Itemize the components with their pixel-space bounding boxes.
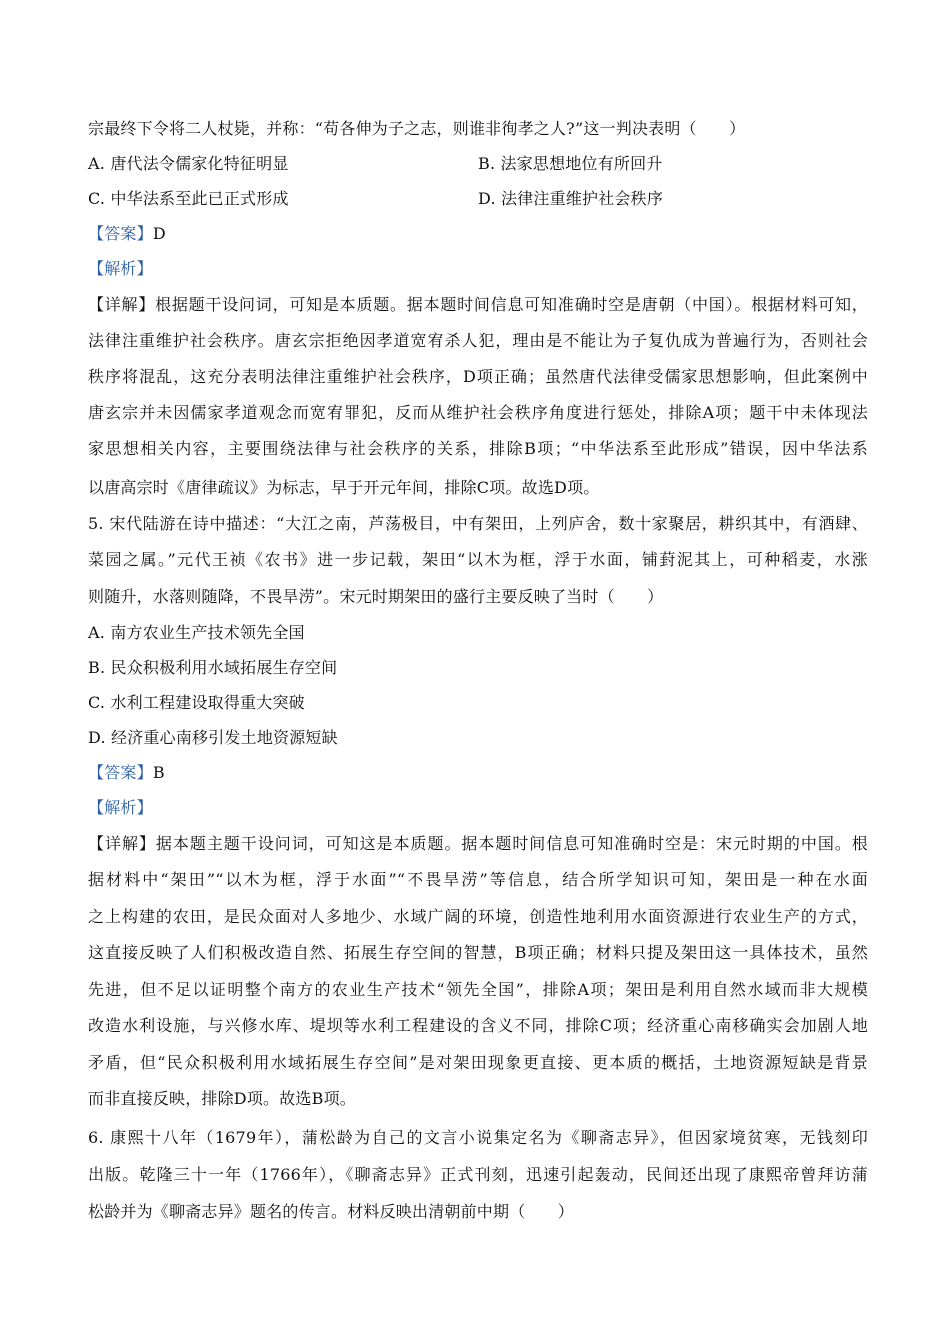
answer-tag: 【答案】 xyxy=(88,763,153,782)
detail-tag: 【详解】 xyxy=(88,295,156,314)
q4-detail-line: 家思想相关内容，主要围绕法律与社会秩序的关系，排除B项；“中华法系至此形成”错误，因中华法系 xyxy=(88,439,868,458)
q5-option-a: A. 南方农业生产技术领先全国 xyxy=(88,623,305,642)
q5-detail-line: 而非直接反映，排除D项。故选B项。 xyxy=(88,1089,356,1108)
q5-analysis-heading xyxy=(88,797,868,819)
analysis-tag: 【解析】 xyxy=(88,259,153,278)
q5-detail-line: 先进，但不足以证明整个南方的农业生产技术“领先全国”，排除A项；架田是利用自然水域而非大规模 xyxy=(88,980,868,999)
q4-stem-end: 宗最终下令将二人杖毙，并称：“苟各伸为子之志，则谁非徇孝之人?”这一判决表明（ ） xyxy=(88,119,746,138)
detail-text: 根据题干设问词，可知是本质题。据本题时间信息可知准确时空是唐朝（中国）。根据材料可知， xyxy=(155,295,868,314)
answer-value: B xyxy=(152,763,165,782)
q6-stem-line: 松龄并为《聊斋志异》题名的传言。材料反映出清朝前中期（ ） xyxy=(88,1202,575,1221)
q4-answer xyxy=(88,223,868,245)
q5-answer xyxy=(88,762,868,784)
q6-stem-line: 出版。乾隆三十一年（1766年），《聊斋志异》正式刊刻，迅速引起轰动，民间还出现了康熙帝曾拜访蒲 xyxy=(88,1165,868,1184)
detail-tag: 【详解】 xyxy=(88,834,156,853)
q4-detail-line: 以唐高宗时《唐律疏议》为标志，早于开元年间，排除C项。故选D项。 xyxy=(88,478,600,497)
q5-detail-line: 矛盾，但“民众积极利用水域拓展生存空间”是对架田现象更直接、更本质的概括，土地资源短缺是背景 xyxy=(88,1053,868,1072)
q6-stem-line: 6. 康熙十八年（1679年），蒲松龄为自己的文言小说集定名为《聊斋志异》，但因家境贫寒，无钱刻印 xyxy=(88,1128,868,1147)
q5-detail-line: 这直接反映了人们积极改造自然、拓展生存空间的智慧，B项正确；材料只提及架田这一具体技术，虽然 xyxy=(88,943,868,962)
q4-detail-line: 秩序将混乱，这充分表明法律注重维护社会秩序，D项正确；虽然唐代法律受儒家思想影响，但此案例中 xyxy=(88,367,868,386)
q4-detail-line: 法律注重维护社会秩序。唐玄宗拒绝因孝道宽宥杀人犯，理由是不能让为子复仇成为普遍行为，否则社会 xyxy=(88,331,868,350)
q4-option-b: B. 法家思想地位有所回升 xyxy=(478,154,663,173)
detail-text: 据本题主题干设问词，可知这是本质题。据本题时间信息可知准确时空是：宋元时期的中国。根 xyxy=(155,834,868,853)
q4-detail-line: 唐玄宗并未因儒家孝道观念而宽宥罪犯，反而从维护社会秩序角度进行惩处，排除A项；题干中未体现法 xyxy=(88,403,868,422)
q5-stem-line: 菜园之属。”元代王祯《农书》进一步记载，架田“以木为框，浮于水面，铺葑泥其上，可种稻麦，水涨 xyxy=(88,550,868,569)
q5-stem-line: 则随升，水落则随降，不畏旱涝”。宋元时期架田的盛行主要反映了当时（ ） xyxy=(88,587,664,606)
q5-option-c: C. 水利工程建设取得重大突破 xyxy=(88,693,305,712)
q5-detail-line xyxy=(88,833,868,855)
q5-stem-line: 5. 宋代陆游在诗中描述：“大江之南，芦荡极目，中有架田，上列庐舍，数十家聚居，耕织其中，有酒肆、 xyxy=(88,514,868,533)
q5-option-b: B. 民众积极利用水域拓展生存空间 xyxy=(88,658,338,677)
q4-option-c: C. 中华法系至此已正式形成 xyxy=(88,189,289,208)
q4-option-a: A. 唐代法令儒家化特征明显 xyxy=(88,154,289,173)
answer-tag: 【答案】 xyxy=(88,224,153,243)
answer-value: D xyxy=(152,224,166,243)
q5-detail-line: 改造水利设施，与兴修水库、堤坝等水利工程建设的含义不同，排除C项；经济重心南移确实会加剧人地 xyxy=(88,1016,868,1035)
q5-detail-line: 之上构建的农田，是民众面对人多地少、水域广阔的环境，创造性地利用水面资源进行农业生产的方式， xyxy=(88,907,868,926)
q4-detail-line xyxy=(88,294,868,316)
q5-detail-line: 据材料中“架田”“以木为框，浮于水面”“不畏旱涝”等信息，结合所学知识可知，架田是一种在水面 xyxy=(88,870,868,889)
analysis-tag: 【解析】 xyxy=(88,798,153,817)
q4-option-d: D. 法律注重维护社会秩序 xyxy=(478,189,664,208)
q5-option-d: D. 经济重心南移引发土地资源短缺 xyxy=(88,728,338,747)
q4-analysis-heading xyxy=(88,258,868,280)
